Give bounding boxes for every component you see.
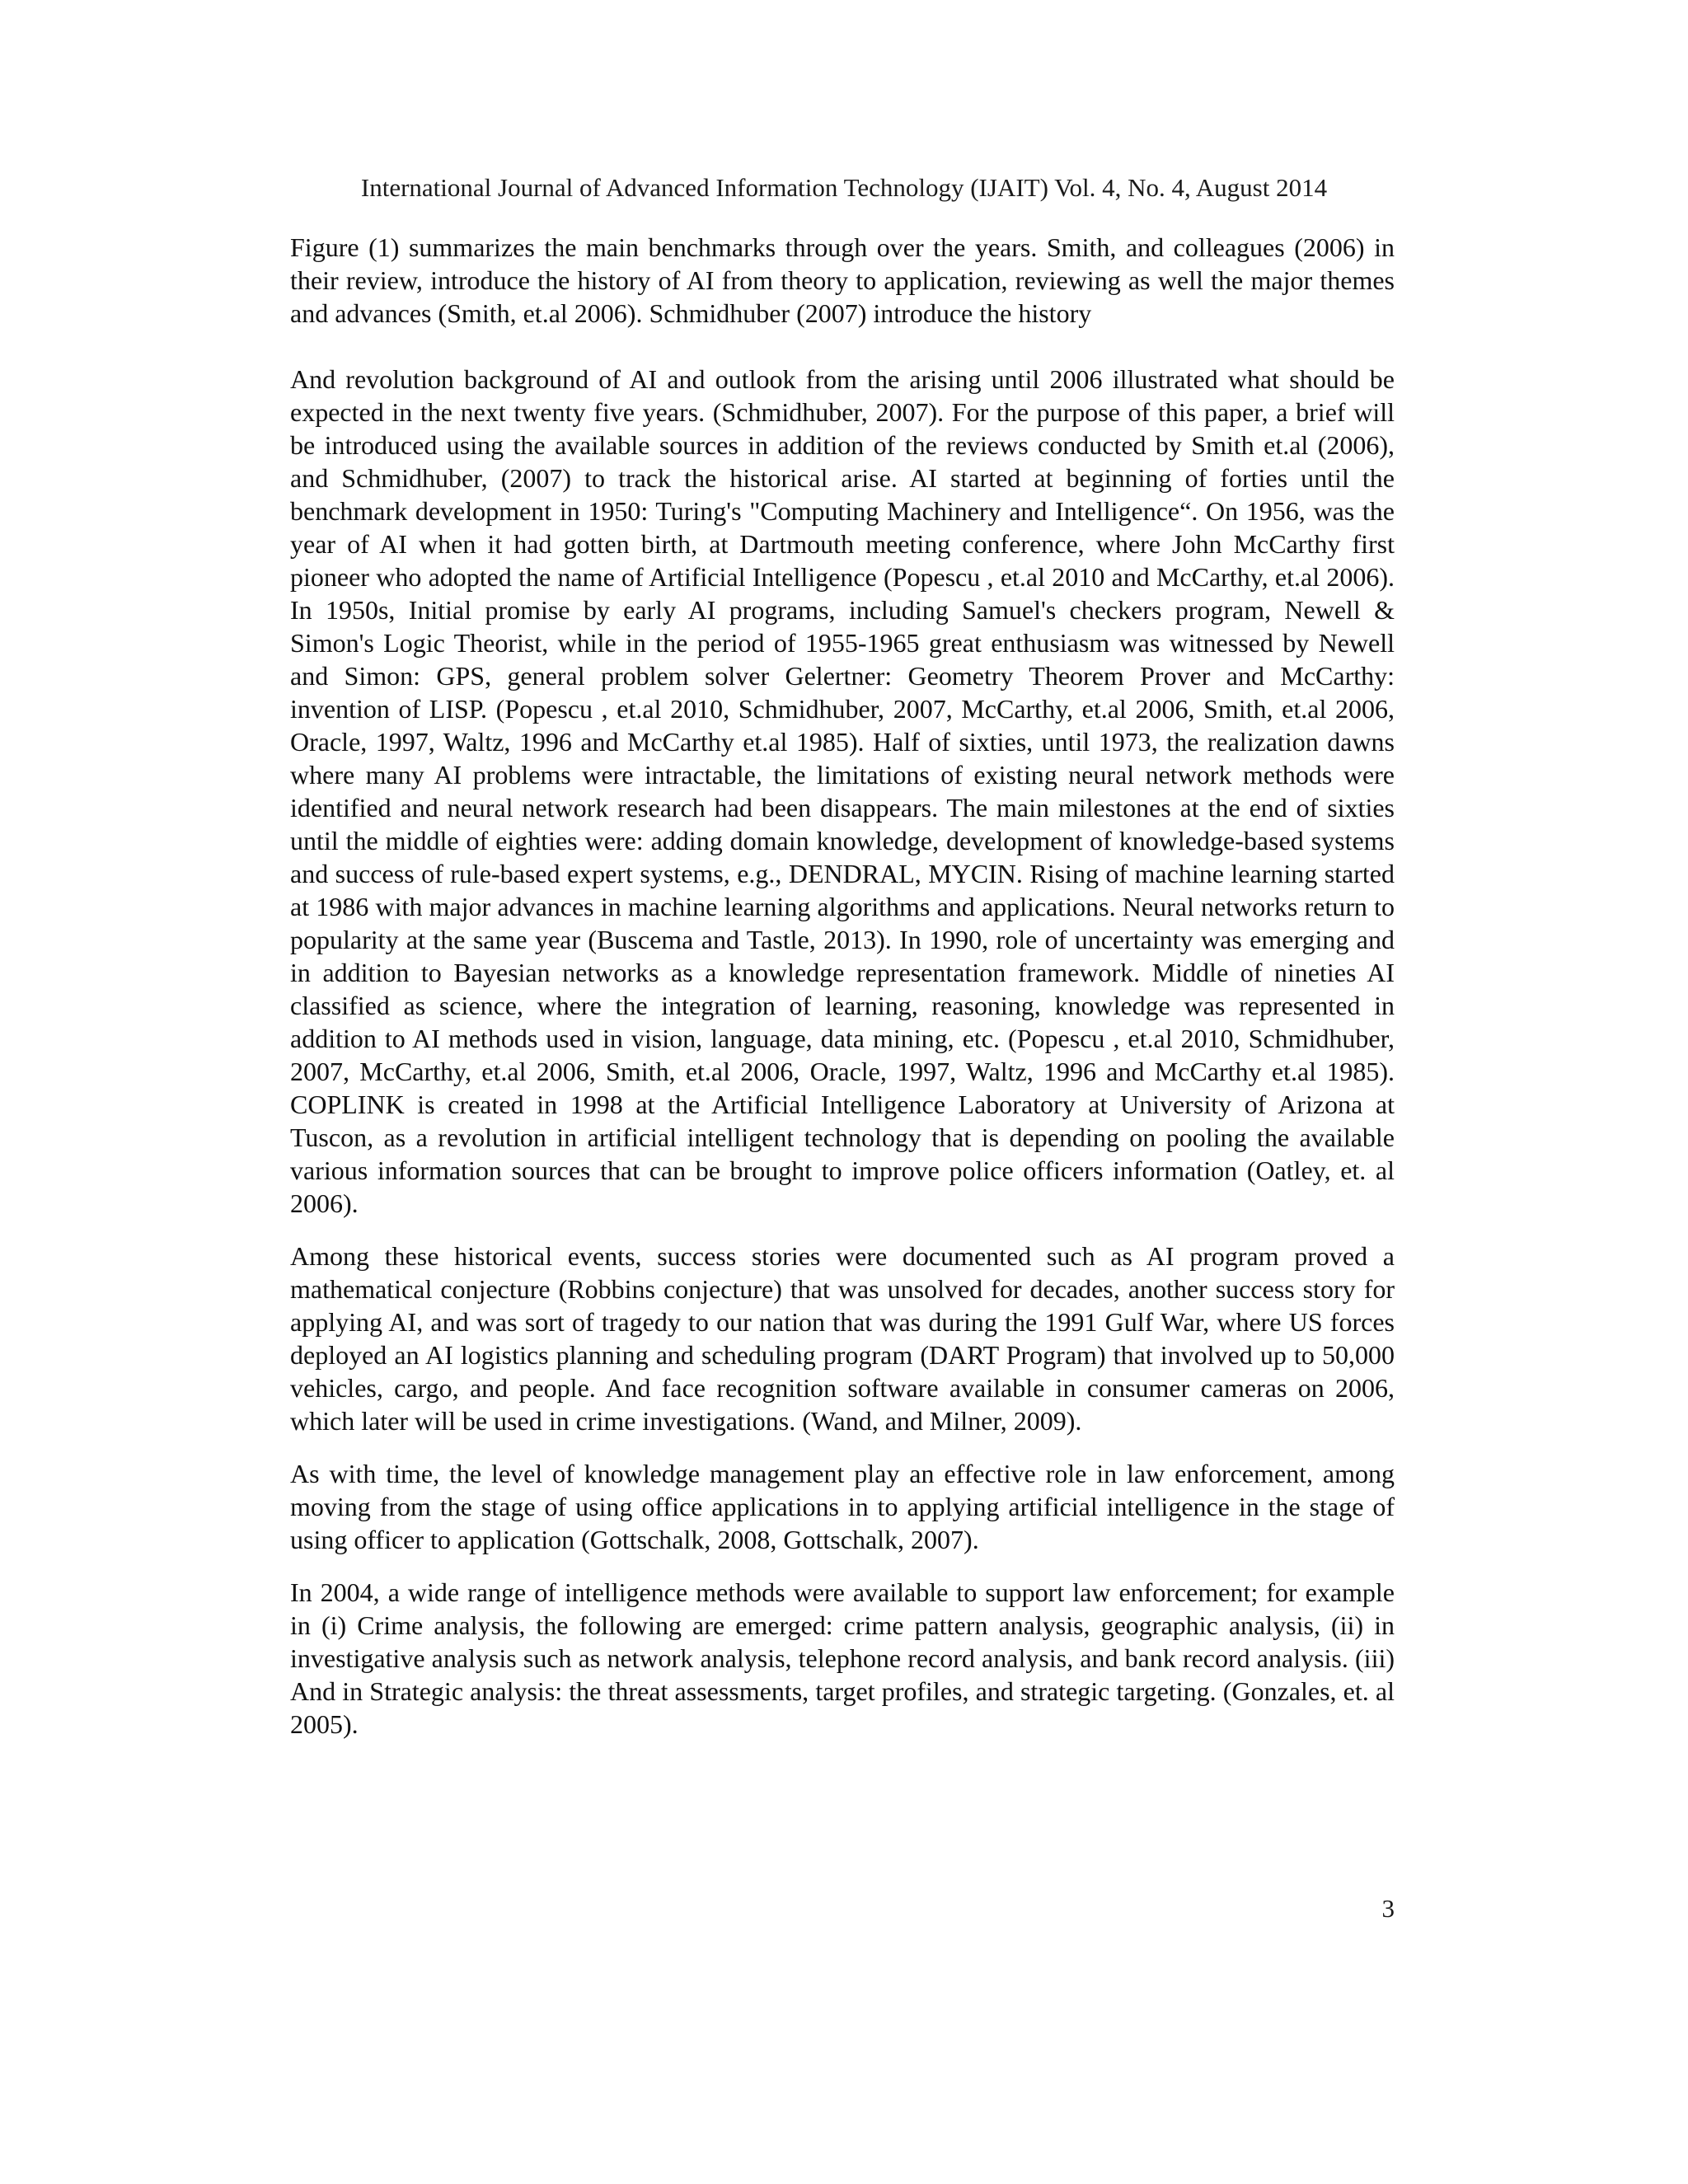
page-number: 3 <box>1381 1894 1395 1923</box>
paragraph-knowledge-management: As with time, the level of knowledge management play an effective role in law enforcement, among moving from the stage of using office applications in to applying artificial intelligence in the stage of using officer to application (Gottschalk, 2008, Gottschalk, 2007). <box>290 1459 1395 1554</box>
body-text <box>290 231 1395 1741</box>
paragraph-intelligence-methods: In 2004, a wide range of intelligence methods were available to support law enforcement; for example in (i) Crime analysis, the following are emerged: crime pattern analysis, geographic analysis, (ii) in investigative analysis such as network analysis, telephone record analysis, and bank record analysis. (iii) And in Strategic analysis: the threat assessments, target profiles, and strategic targeting. (Gonzales, et. al 2005). <box>290 1577 1395 1739</box>
paragraph-figure-summary: Figure (1) summarizes the main benchmarks through over the years. Smith, and colleagues (2006) in their review, introduce the history of AI from theory to application, reviewing as well the major themes and advances (Smith, et.al 2006). Schmidhuber (2007) introduce the history <box>290 232 1395 328</box>
paragraph-success-stories: Among these historical events, success stories were documented such as AI program proved a mathematical conjecture (Robbins conjecture) that was unsolved for decades, another success story for applying AI, and was sort of tragedy to our nation that was during the 1991 Gulf War, where US forces deployed an AI logistics planning and scheduling program (DART Program) that involved up to 50,000 vehicles, cargo, and people. And face recognition software available in consumer cameras on 2006, which later will be used in crime investigations. (Wand, and Milner, 2009). <box>290 1241 1395 1436</box>
journal-header: International Journal of Advanced Information Technology (IJAIT) Vol. 4, No. 4, August 2014 <box>360 173 1328 202</box>
paragraph-ai-history: And revolution background of AI and outlook from the arising until 2006 illustrated what should be expected in the next twenty five years. (Schmidhuber, 2007). For the purpose of this paper, a brief will be introduced using the available sources in addition of the reviews conducted by Smith et.al (2006), and Schmidhuber, (2007) to track the historical arise. AI started at beginning of forties until the benchmark development in 1950: Turing's "Computing Machinery and Intelligence“. On 1956, was the year of AI when it had gotten birth, at Dartmouth meeting conference, where John McCarthy first pioneer who adopted the name of Artificial Intelligence (Popescu , et.al 2010 and McCarthy, et.al 2006). In 1950s, Initial promise by early AI programs, including Samuel's checkers program, Newell & Simon's Logic Theorist, while in the period of 1955-1965 great enthusiasm was witnessed by Newell and Simon: GPS, general problem solver Gelertner: Geometry Theorem Prover and McCarthy: invention of LISP. (Popescu , et.al 2010, Schmidhuber, 2007, McCarthy, et.al 2006, Smith, et.al 2006, Oracle, 1997, Waltz, 1996 and McCarthy et.al 1985). Half of sixties, until 1973, the realization dawns where many AI problems were intractable, the limitations of existing neural network methods were identified and neural network research had been disappears. The main milestones at the end of sixties until the middle of eighties were: adding domain knowledge, development of knowledge-based systems and success of rule-based expert systems, e.g., DENDRAL, MYCIN. Rising of machine learning started at 1986 with major advances in machine learning algorithms and applications. Neural networks return to popularity at the same year (Buscema and Tastle, 2013). In 1990, role of uncertainty was emerging and in addition to Bayesian networks as a knowledge representation framework. Middle of nineties AI classified as science, where the integration of learning, reasoning, knowledge was represented in addition to AI methods used in vision, language, data mining, etc. (Popescu , et.al 2010, Schmidhuber, 2007, McCarthy, et.al 2006, Smith, et.al 2006, Oracle, 1997, Waltz, 1996 and McCarthy et.al 1985). COPLINK is created in 1998 at the Artificial Intelligence Laboratory at University of Arizona at Tuscon, as a revolution in artificial intelligent technology that is depending on pooling the available various information sources that can be brought to improve police officers information (Oatley, et. al 2006). <box>290 364 1395 1218</box>
